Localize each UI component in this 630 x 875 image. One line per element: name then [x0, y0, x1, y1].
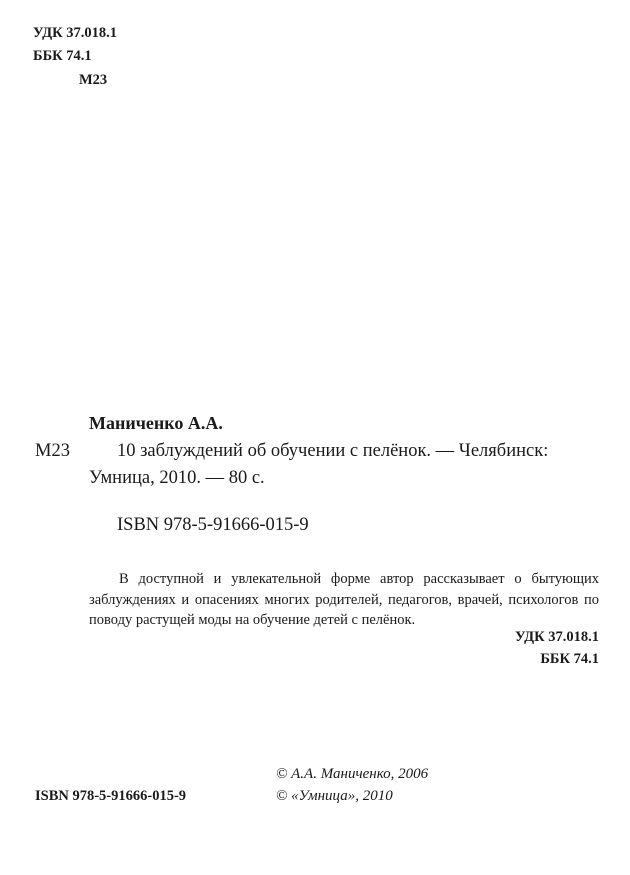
annotation-text: В доступной и увлекательной форме автор рассказывает о бытующих заблуждениях и опасениях многих родителей, педагогов, врачей, психологов по поводу растущей моды на обучение детей с пелёнок. — [89, 571, 599, 628]
card-author-mark: М23 — [35, 441, 70, 461]
title-line-1: 10 заблуждений об обучении с пелёнок. — Челябинск: — [117, 441, 549, 461]
copyright-author: © А.А. Маниченко, 2006 — [276, 766, 429, 782]
author-mark: М23 — [79, 72, 108, 88]
udk-code: УДК 37.018.1 — [33, 25, 118, 41]
annotation-udk: УДК 37.018.1 — [514, 629, 599, 645]
card-isbn: ISBN 978-5-91666-015-9 — [117, 515, 309, 535]
title-line-2: Умница, 2010. — 80 с. — [89, 468, 265, 488]
author-name: Маниченко А.А. — [89, 413, 223, 433]
bbk-code: ББК 74.1 — [33, 48, 92, 64]
footer-isbn: ISBN 978-5-91666-015-9 — [35, 788, 187, 804]
annotation-bbk: ББК 74.1 — [540, 651, 599, 667]
copyright-publisher: © «Умница», 2010 — [276, 788, 393, 804]
